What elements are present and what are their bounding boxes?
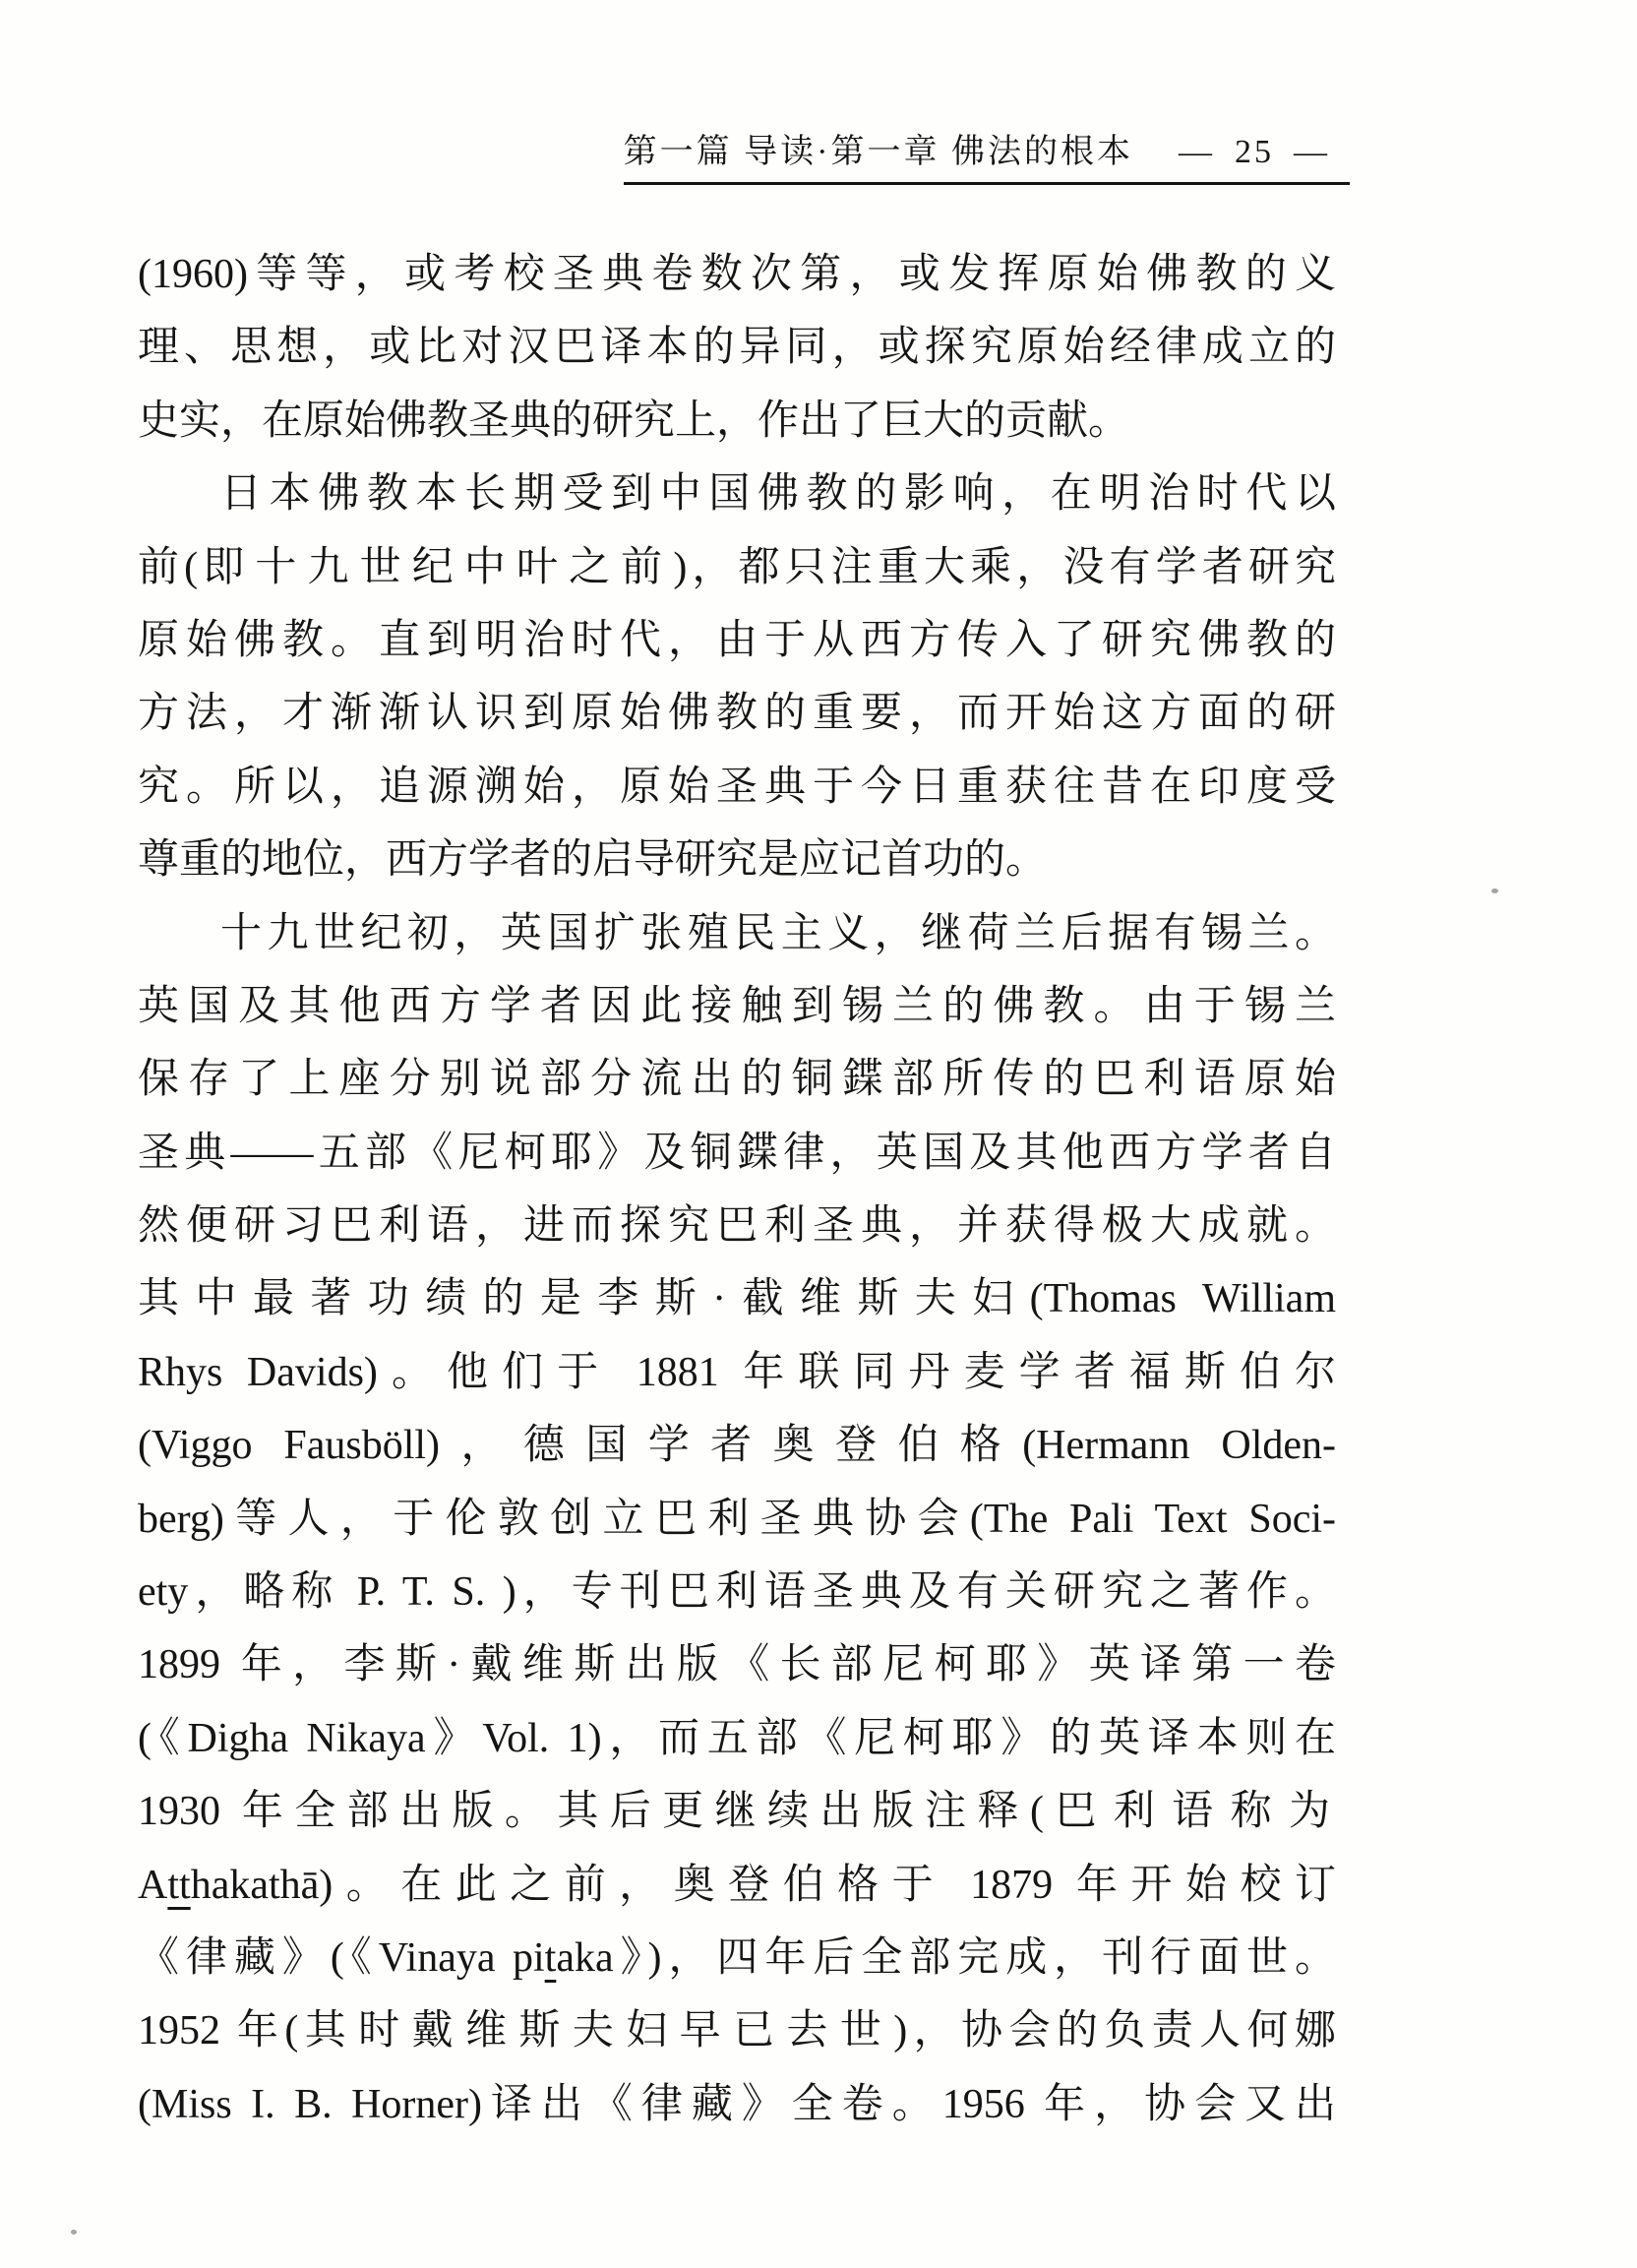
text-line — [138, 824, 1336, 896]
text-segment: A — [138, 1862, 168, 1908]
text-segment: 日本佛教本长期受到中国佛教的影响，在明治时代以 — [220, 471, 1336, 518]
text-line — [138, 1922, 1336, 1994]
scan-speck — [1491, 889, 1498, 893]
text-line — [138, 531, 1336, 604]
text-line — [138, 1702, 1336, 1775]
text-segment: )，协会的负责人何娜 — [893, 2008, 1336, 2054]
text-line — [138, 1483, 1336, 1556]
header-dash-right: — — [1294, 134, 1330, 170]
text-segment: hakathā)。在此之前，奥登伯格于 1879 年开始校订 — [190, 1862, 1336, 1908]
header-title: 第一篇 导读·第一章 佛法的根本 — [623, 134, 1133, 170]
text-segment: )，都只注重大乘，没有学者研究 — [673, 544, 1336, 590]
text-line — [138, 311, 1336, 384]
running-header — [624, 124, 1350, 185]
text-line — [138, 677, 1336, 750]
text-line — [138, 970, 1336, 1043]
text-segment: 《律藏》(《Vinaya pi — [138, 1934, 545, 1981]
text-segment: 保存了上座分别说部分流出的铜鍱部所传的巴利语原始 — [138, 1057, 1336, 1103]
text-segment: berg)等人，于伦敦创立巴利圣典协会(The Pali Text Soci- — [138, 1496, 1336, 1542]
text-line — [138, 385, 1336, 458]
text-segment: 英国及其他西方学者因此接触到锡兰的佛教。由于锡兰 — [138, 983, 1336, 1029]
text-segment: 1930 年全部出版。其后更继续出版注释( — [138, 1789, 1044, 1835]
text-segment: 原始佛教。直到明治时代，由于从西方传入了研究佛教的 — [138, 617, 1336, 663]
text-line — [138, 1775, 1336, 1848]
text-line — [138, 238, 1336, 311]
scan-speck — [71, 2230, 77, 2235]
text-segment: 1899 年，李斯·戴维斯出版《长部尼柯耶》英译第一卷 — [138, 1642, 1336, 1688]
text-segment: 究。所以，追源溯始，原始圣典于今日重获往昔在印度受 — [138, 764, 1336, 810]
kai-emphasis-segment: 即十九世纪中叶之前 — [198, 544, 674, 590]
text-line — [138, 1994, 1336, 2067]
text-line — [138, 1849, 1336, 1922]
retroflex-underline-segment: tt — [167, 1862, 191, 1908]
text-line — [138, 1336, 1336, 1409]
text-segment: (Miss I. B. Horner)译出《律藏》全卷。1956 年，协会又出 — [138, 2081, 1336, 2127]
text-segment: Rhys Davids)。他们于 1881 年联同丹麦学者福斯伯尔 — [138, 1349, 1336, 1395]
text-segment: 前( — [138, 544, 199, 590]
retroflex-underline-segment: t — [544, 1934, 557, 1981]
text-segment: (1960)等等，或考校圣典卷数次第，或发挥原始佛教的义 — [138, 252, 1336, 297]
text-line — [138, 1556, 1336, 1628]
text-line — [138, 604, 1336, 677]
text-line — [138, 1190, 1336, 1262]
text-segment: aka》)，四年后全部完成，刊行面世。 — [556, 1934, 1336, 1981]
kai-emphasis-segment: 巴利语称为 — [1043, 1789, 1336, 1835]
text-segment: 史实，在原始佛教圣典的研究上，作出了巨大的贡献。 — [138, 398, 1130, 444]
text-line — [138, 897, 1336, 970]
text-segment: (Viggo Fausböll)，德国学者奥登伯格(Hermann Olden- — [138, 1423, 1336, 1469]
text-line — [138, 1043, 1336, 1116]
header-dash-left: — — [1179, 134, 1215, 170]
text-line — [138, 2068, 1336, 2141]
text-segment: 理、思想，或比对汉巴译本的异同，或探究原始经律成立的 — [138, 325, 1336, 371]
page-number: 25 — [1235, 134, 1274, 170]
text-line — [138, 1628, 1336, 1701]
kai-emphasis-segment: 其时戴维斯夫妇早已去世 — [298, 2008, 894, 2054]
text-segment: 尊重的地位，西方学者的启导研究是应记首功的。 — [138, 837, 1048, 884]
text-line — [138, 1409, 1336, 1482]
page-body — [138, 238, 1336, 2141]
text-line — [138, 458, 1336, 530]
text-segment: 方法，才渐渐认识到原始佛教的重要，而开始这方面的研 — [138, 691, 1336, 737]
text-segment: 1952 年( — [138, 2008, 299, 2054]
text-segment: 然便研习巴利语，进而探究巴利圣典，并获得极大成就。 — [138, 1203, 1336, 1250]
text-line — [138, 1117, 1336, 1190]
text-segment: 其中最著功绩的是李斯·截维斯夫妇(Thomas William — [138, 1276, 1336, 1322]
text-line — [138, 1262, 1336, 1335]
text-segment: 十九世纪初，英国扩张殖民主义，继荷兰后据有锡兰。 — [220, 910, 1336, 956]
text-segment: ety，略称 P. T. S. )，专刊巴利语圣典及有关研究之著作。 — [138, 1569, 1336, 1616]
text-segment: (《Digha Nikaya》Vol. 1)，而五部《尼柯耶》的英译本则在 — [138, 1715, 1336, 1761]
text-line — [138, 751, 1336, 824]
text-segment: 圣典——五部《尼柯耶》及铜鍱律，英国及其他西方学者自 — [138, 1130, 1336, 1176]
